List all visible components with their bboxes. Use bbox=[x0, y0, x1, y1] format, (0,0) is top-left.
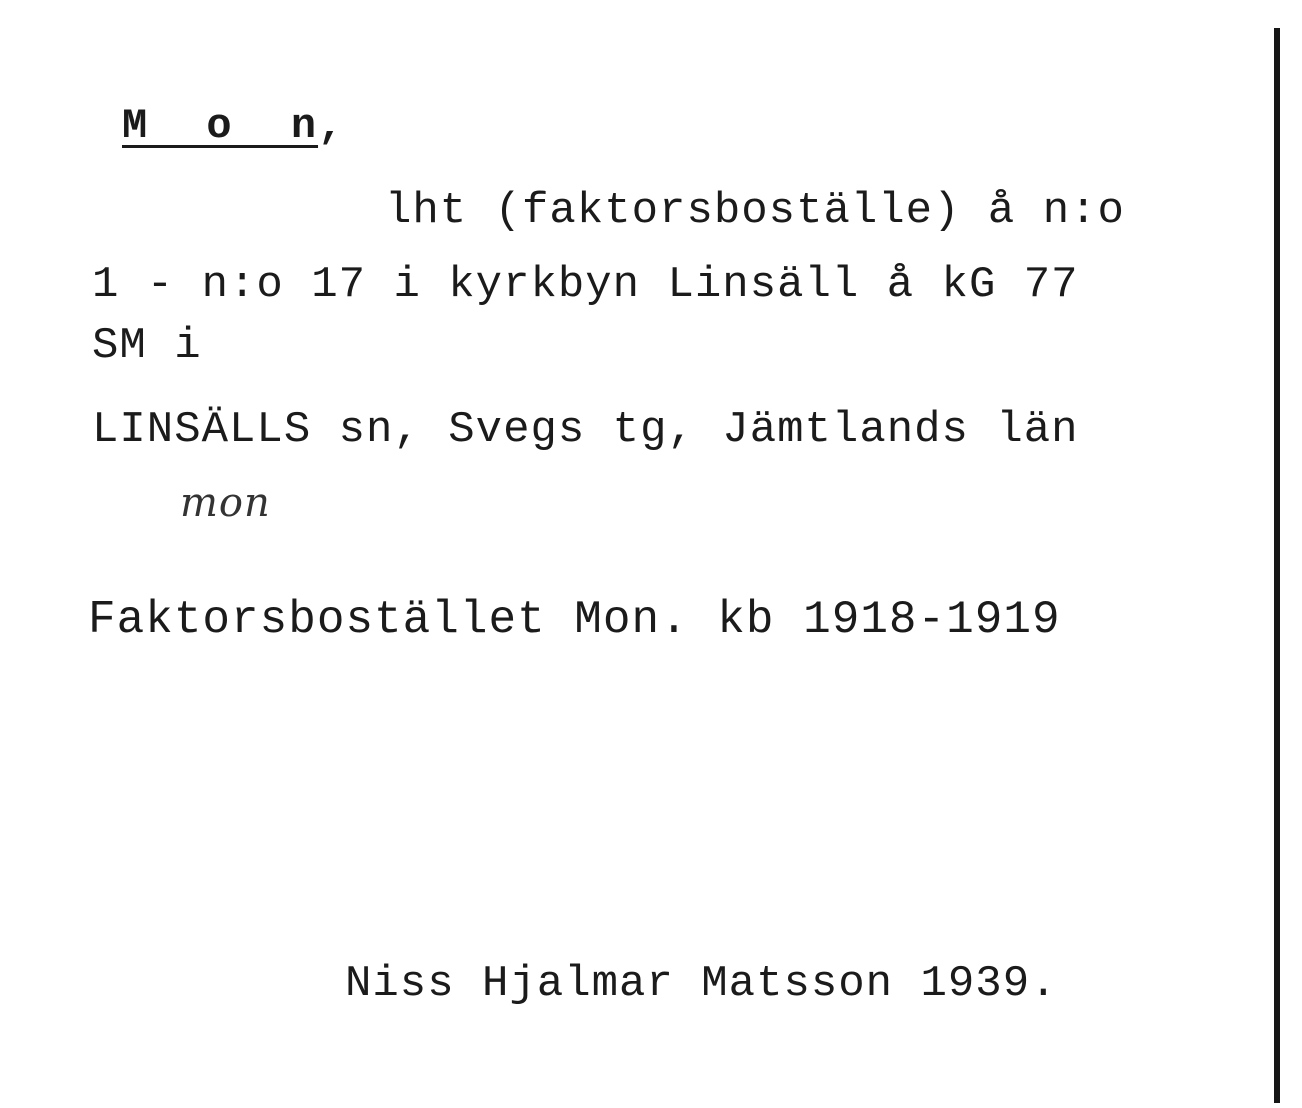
place-name: M o n bbox=[122, 102, 319, 150]
place-name-comma: , bbox=[318, 102, 346, 150]
description-line-2: 1 - n:o 17 i kyrkbyn Linsäll å kG 77 bbox=[92, 260, 1079, 310]
description-line-1: lht (faktorsboställe) å n:o bbox=[385, 186, 1125, 236]
description-line-3: SM i bbox=[92, 321, 202, 371]
parish-line: LINSÄLLS sn, Svegs tg, Jämtlands län bbox=[92, 405, 1079, 455]
source-line: Faktorsbostället Mon. kb 1918-1919 bbox=[88, 594, 1061, 646]
card-edge-line bbox=[1274, 28, 1280, 1103]
handwritten-pronunciation: mon bbox=[180, 480, 271, 526]
place-name-heading bbox=[122, 100, 345, 152]
collector-signature: Niss Hjalmar Matsson 1939. bbox=[345, 959, 1058, 1009]
